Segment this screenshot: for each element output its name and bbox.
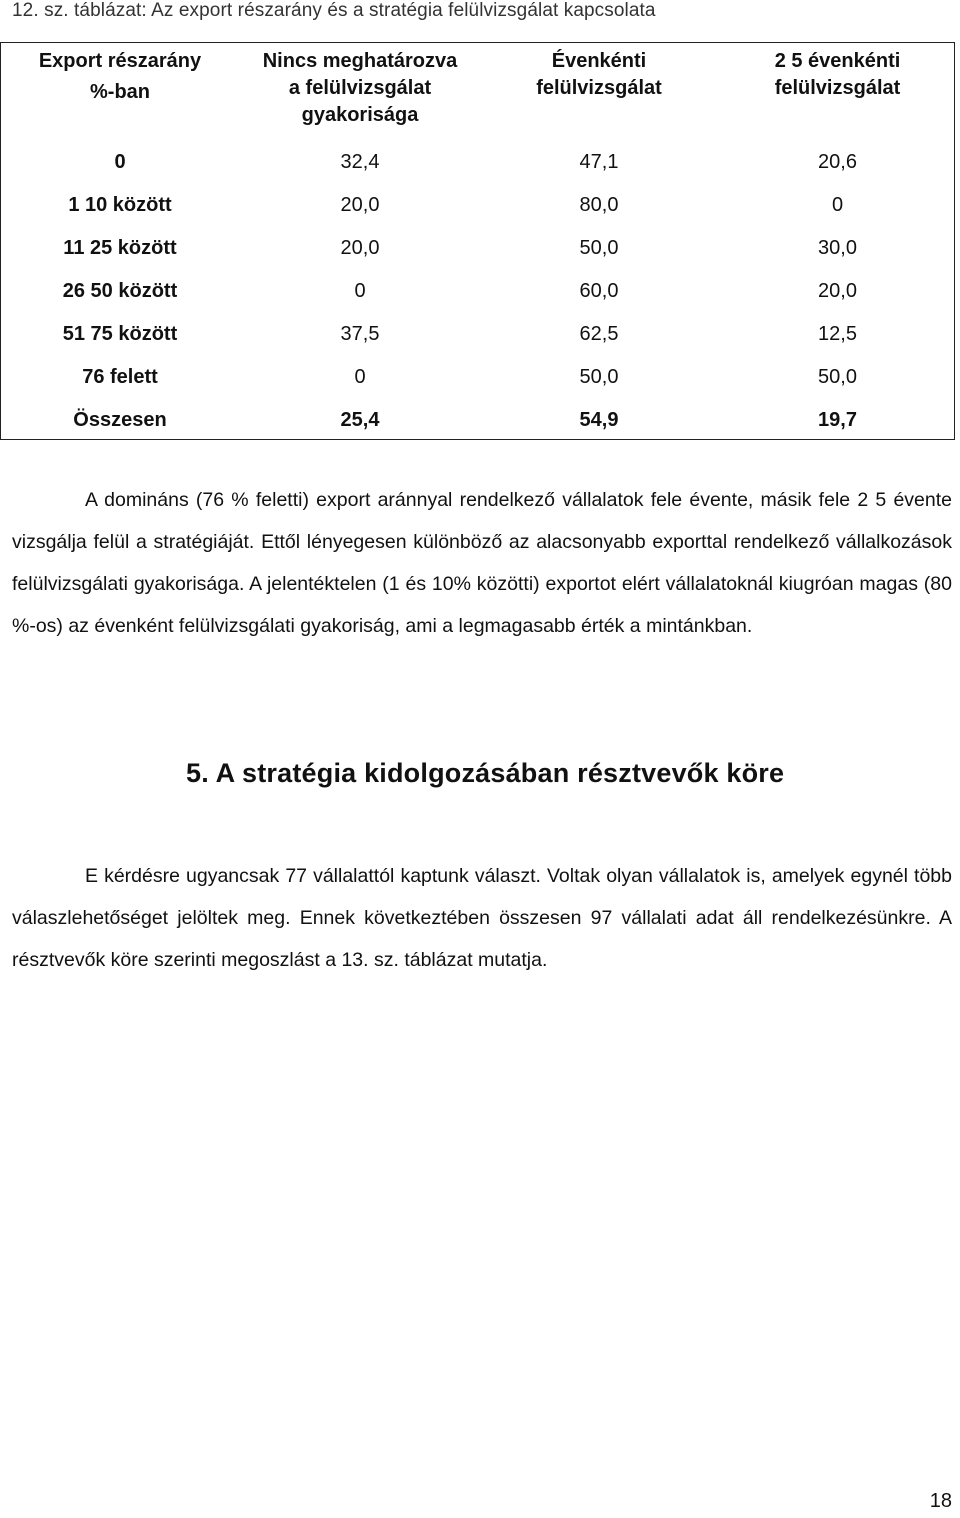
header-export-share-line2: %-ban [90, 81, 150, 103]
cell-value: 0 [831, 194, 844, 216]
cell-value: 20,0 [340, 194, 380, 216]
cell-value: 32,4 [340, 151, 380, 173]
table-row [0, 270, 957, 313]
cell-value: 60,0 [579, 280, 619, 302]
row-label: 0 [114, 151, 126, 173]
table-header-row [0, 42, 957, 141]
row-label: 51 75 között [62, 323, 178, 345]
row-label: 1 10 között [68, 194, 172, 216]
cell-value: 62,5 [579, 323, 619, 345]
header-export-share-line1: Export részarány [38, 50, 202, 72]
section-heading: 5. A stratégia kidolgozásában résztvevők köre [186, 758, 785, 788]
cell-value: 0 [354, 366, 366, 388]
page-number: 18 [929, 1490, 952, 1512]
cell-total-value: 25,4 [340, 409, 380, 431]
table-row [0, 227, 957, 270]
cell-value: 50,0 [579, 366, 619, 388]
cell-value: 0 [354, 280, 366, 302]
paragraph-analysis [12, 479, 952, 647]
row-label: 11 25 között [63, 237, 177, 259]
table-row [0, 184, 957, 227]
cell-total-value: 54,9 [579, 409, 619, 431]
cell-value: 47,1 [579, 151, 619, 173]
row-label-total: Összesen [73, 409, 167, 431]
table-total-row [0, 399, 957, 442]
cell-value: 20,0 [340, 237, 380, 259]
export-strategy-table [0, 42, 957, 442]
cell-value: 50,0 [579, 237, 619, 259]
cell-total-value: 19,7 [818, 409, 857, 431]
cell-value: 12,5 [818, 323, 857, 345]
header-annual-text: Évenkénti felülvizsgálat [536, 50, 662, 99]
cell-value: 80,0 [579, 194, 619, 216]
table-row [0, 141, 957, 184]
cell-value: 37,5 [340, 323, 380, 345]
header-no-frequency [240, 42, 480, 141]
cell-value: 20,0 [818, 280, 857, 302]
row-label: 76 felett [82, 366, 158, 388]
table-row [0, 356, 957, 399]
row-label: 26 50 között [62, 280, 178, 302]
cell-value: 50,0 [818, 366, 857, 388]
paragraph-participants: E kérdésre ugyancsak 77 vállalattól kaptunk választ. Voltak olyan vállalatok is, amelyek egynél több válaszlehetőséget jelöltek meg. Ennek következtében összesen 97 vállalati adat áll rendelkezésünkre. A résztvevők köre szerinti megoszlást a 13. sz. táblázat mutatja. [12, 865, 952, 971]
cell-value: 20,6 [818, 151, 857, 173]
table-row [0, 313, 957, 356]
header-annual [480, 42, 718, 141]
header-2-5-yearly [718, 42, 957, 141]
header-2-5-yearly-text: 2 5 évenkénti felülvizsgálat [774, 50, 901, 99]
header-no-frequency-text: Nincs meghatározva a felülvizsgálat gyakorisága [262, 50, 458, 126]
table-caption: 12. sz. táblázat: Az export részarány és a stratégia felülvizsgálat kapcsolata [12, 0, 656, 21]
header-export-share [0, 42, 240, 141]
cell-value: 30,0 [818, 237, 857, 259]
paragraph-analysis-text: A domináns (76 % feletti) export aránnyal rendelkező vállalatok fele évente, másik fele 2 5 évente vizsgálja felül a stratégiáját. Ettől lényegesen különböző az alacsonyabb exporttal rendelkező vállalkozások felülvizsgálati gyakorisága. A jelentéktelen (1 és 10% közötti) exportot elért vállalatoknál kiugróan magas (80 %-os) az évenként felülvizsgálati gyakoriság, ami a legmagasabb érték a mintánkban. [12, 489, 952, 637]
